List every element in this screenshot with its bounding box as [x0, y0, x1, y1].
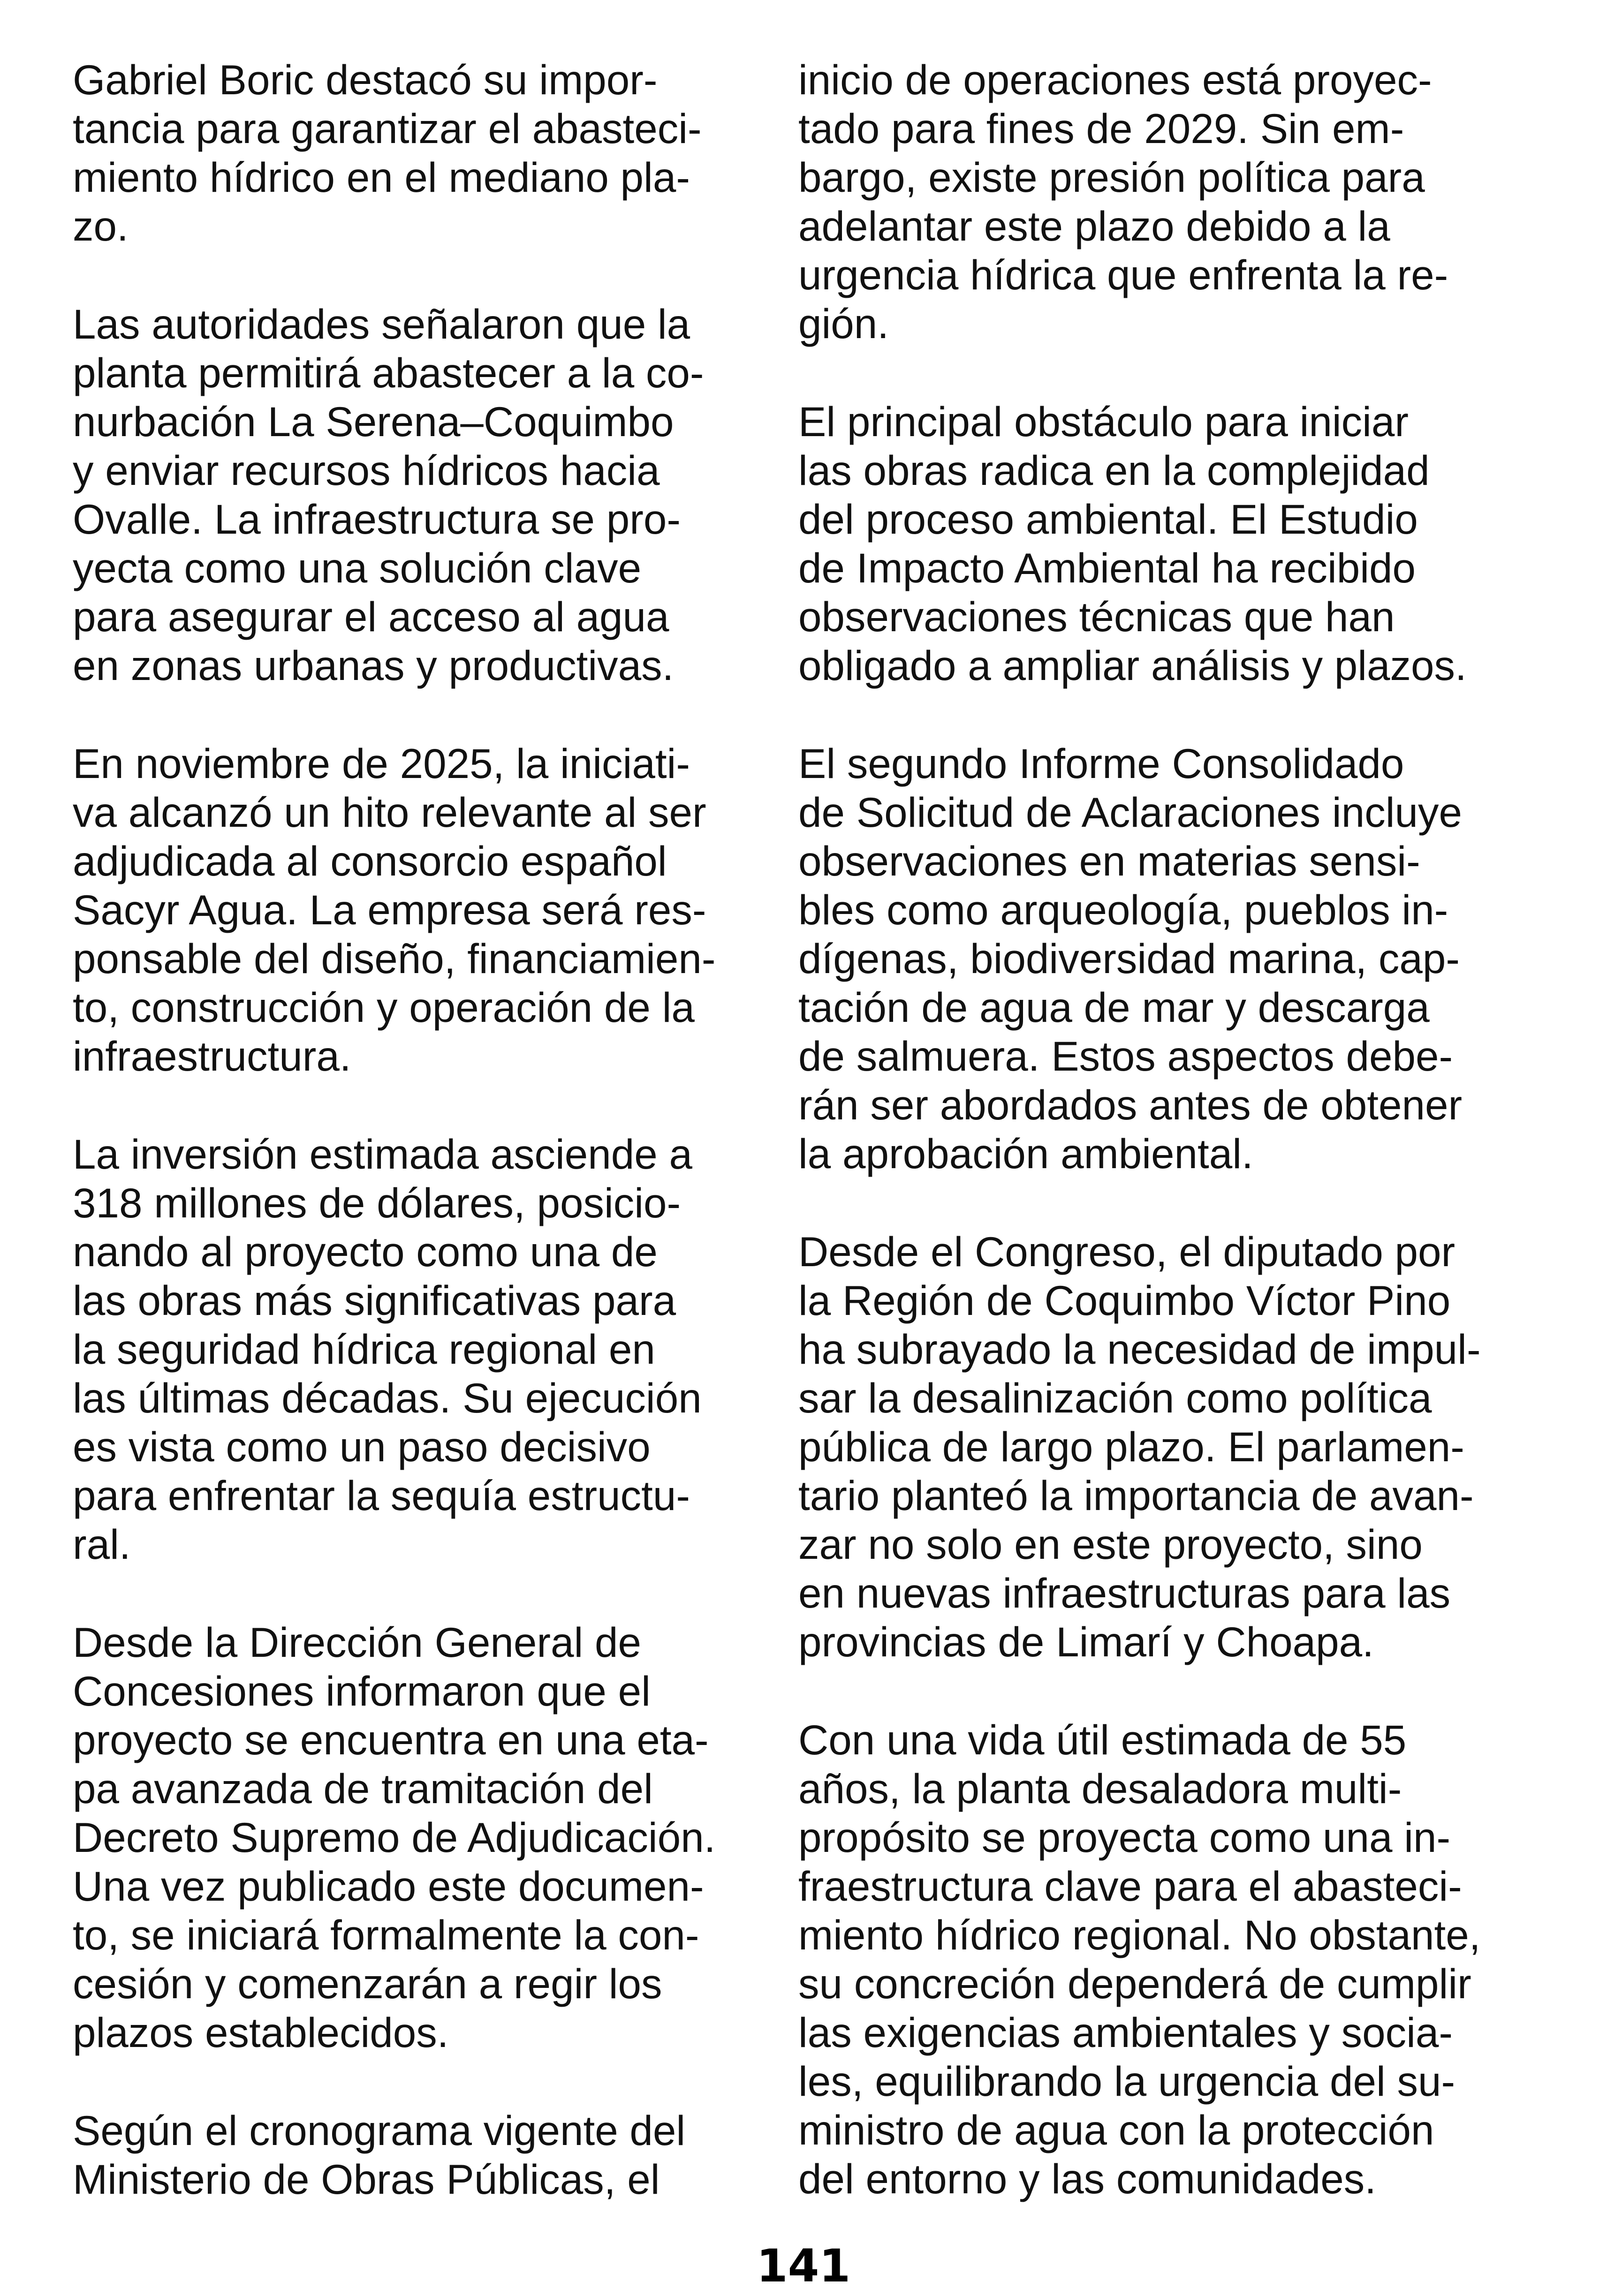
paragraph [798, 739, 1525, 1178]
text-line: nando al proyecto como una de [73, 1228, 658, 1275]
paragraph [798, 1715, 1525, 2203]
paragraph [798, 55, 1525, 348]
paragraph [73, 1130, 753, 1569]
text-line: ponsable del diseño, financiamien- [73, 935, 716, 982]
text-line: planta permitirá abastecer a la co- [73, 349, 704, 396]
text-line: tario planteó la importancia de avan- [798, 1472, 1474, 1519]
right-column [798, 55, 1525, 2252]
text-line: Concesiones informaron que el [73, 1668, 651, 1714]
text-line: Sacyr Agua. La empresa será res- [73, 886, 706, 933]
text-line: El segundo Informe Consolidado [798, 740, 1404, 787]
text-line: Con una vida útil estimada de 55 [798, 1716, 1407, 1763]
text-line: y enviar recursos hídricos hacia [73, 447, 660, 494]
text-line: pública de largo plazo. El parlamen- [798, 1423, 1464, 1470]
text-line: bles como arqueología, pueblos in- [798, 886, 1448, 933]
text-line: tación de agua de mar y descarga [798, 984, 1430, 1031]
text-line: zar no solo en este proyecto, sino [798, 1521, 1423, 1568]
text-line: propósito se proyecta como una in- [798, 1814, 1451, 1861]
text-line: del proceso ambiental. El Estudio [798, 496, 1418, 543]
text-line: ral. [73, 1521, 131, 1568]
text-line: plazos establecidos. [73, 2009, 449, 2056]
text-line: miento hídrico regional. No obstante, [798, 1911, 1481, 1958]
text-line: obligado a ampliar análisis y plazos. [798, 642, 1467, 689]
text-line: ministro de agua con la protección [798, 2107, 1434, 2153]
text-line: Decreto Supremo de Adjudicación. [73, 1814, 716, 1861]
text-line: pa avanzada de tramitación del [73, 1765, 653, 1812]
text-line: rán ser abordados antes de obtener [798, 1081, 1463, 1128]
text-line: Ovalle. La infraestructura se pro- [73, 496, 681, 543]
text-line: las obras radica en la complejidad [798, 447, 1430, 494]
text-line: observaciones técnicas que han [798, 593, 1395, 640]
text-line: de Solicitud de Aclaraciones incluye [798, 789, 1462, 836]
text-line: El principal obstáculo para iniciar [798, 398, 1409, 445]
text-line: La inversión estimada asciende a [73, 1131, 692, 1178]
text-line: ha subrayado la necesidad de impul- [798, 1326, 1481, 1373]
page-number: 141 [756, 2240, 851, 2292]
text-line: para enfrentar la sequía estructu- [73, 1472, 690, 1519]
paragraph [73, 2106, 753, 2204]
text-line: las exigencias ambientales y socia- [798, 2009, 1453, 2056]
text-line: Las autoridades señalaron que la [73, 301, 690, 347]
text-line: tancia para garantizar el abasteci- [73, 105, 702, 152]
text-line: dígenas, biodiversidad marina, cap- [798, 935, 1460, 982]
paragraph [73, 300, 753, 690]
text-line: en nuevas infraestructuras para las [798, 1570, 1451, 1616]
text-line: de Impacto Ambiental ha recibido [798, 544, 1416, 591]
text-line: gión. [798, 300, 889, 347]
text-line: urgencia hídrica que enfrenta la re- [798, 251, 1448, 298]
text-line: provincias de Limarí y Choapa. [798, 1618, 1374, 1665]
text-line: en zonas urbanas y productivas. [73, 642, 674, 689]
text-line: Desde la Dirección General de [73, 1619, 642, 1666]
text-line: nurbación La Serena–Coquimbo [73, 398, 674, 445]
text-line: Desde el Congreso, el diputado por [798, 1228, 1455, 1275]
text-line: les, equilibrando la urgencia del su- [798, 2058, 1455, 2105]
text-line: proyecto se encuentra en una eta- [73, 1716, 709, 1763]
text-line: sar la desalinización como política [798, 1375, 1432, 1421]
text-line: es vista como un paso decisivo [73, 1423, 651, 1470]
text-line: para asegurar el acceso al agua [73, 593, 669, 640]
paragraph [73, 1618, 753, 2057]
text-line: Gabriel Boric destacó su impor- [73, 56, 658, 103]
text-line: Una vez publicado este documen- [73, 1863, 704, 1910]
text-line: la Región de Coquimbo Víctor Pino [798, 1277, 1451, 1324]
text-line: inicio de operaciones está proyec- [798, 56, 1432, 103]
text-line: adelantar este plazo debido a la [798, 203, 1390, 249]
text-line: bargo, existe presión política para [798, 154, 1425, 201]
text-line: zo. [73, 203, 129, 249]
text-line: to, se iniciará formalmente la con- [73, 1911, 699, 1958]
text-line: yecta como una solución clave [73, 544, 642, 591]
text-line: las obras más significativas para [73, 1277, 676, 1324]
paragraph [73, 55, 753, 250]
text-line: miento hídrico en el mediano pla- [73, 154, 690, 201]
text-line: infraestructura. [73, 1033, 351, 1080]
text-line: to, construcción y operación de la [73, 984, 695, 1031]
text-line: del entorno y las comunidades. [798, 2155, 1376, 2202]
text-line: adjudicada al consorcio español [73, 838, 667, 884]
text-line: Ministerio de Obras Públicas, el [73, 2156, 660, 2203]
text-line: de salmuera. Estos aspectos debe- [798, 1033, 1453, 1080]
text-line: la aprobación ambiental. [798, 1130, 1253, 1177]
text-line: años, la planta desaladora multi- [798, 1765, 1402, 1812]
text-line: va alcanzó un hito relevante al ser [73, 789, 706, 836]
text-line: las últimas décadas. Su ejecución [73, 1375, 702, 1421]
text-line: observaciones en materias sensi- [798, 838, 1420, 884]
text-line: 318 millones de dólares, posicio- [73, 1179, 681, 1226]
left-column [73, 55, 753, 2253]
paragraph [798, 1227, 1525, 1666]
text-line: tado para fines de 2029. Sin em- [798, 105, 1404, 152]
text-line: la seguridad hídrica regional en [73, 1326, 655, 1373]
text-line: su concreción dependerá de cumplir [798, 1960, 1471, 2007]
text-line: En noviembre de 2025, la iniciati- [73, 740, 690, 787]
text-line: fraestructura clave para el abasteci- [798, 1863, 1462, 1910]
paragraph [798, 397, 1525, 690]
text-line: cesión y comenzarán a regir los [73, 1960, 662, 2007]
text-line: Según el cronograma vigente del [73, 2107, 686, 2154]
paragraph [73, 739, 753, 1080]
